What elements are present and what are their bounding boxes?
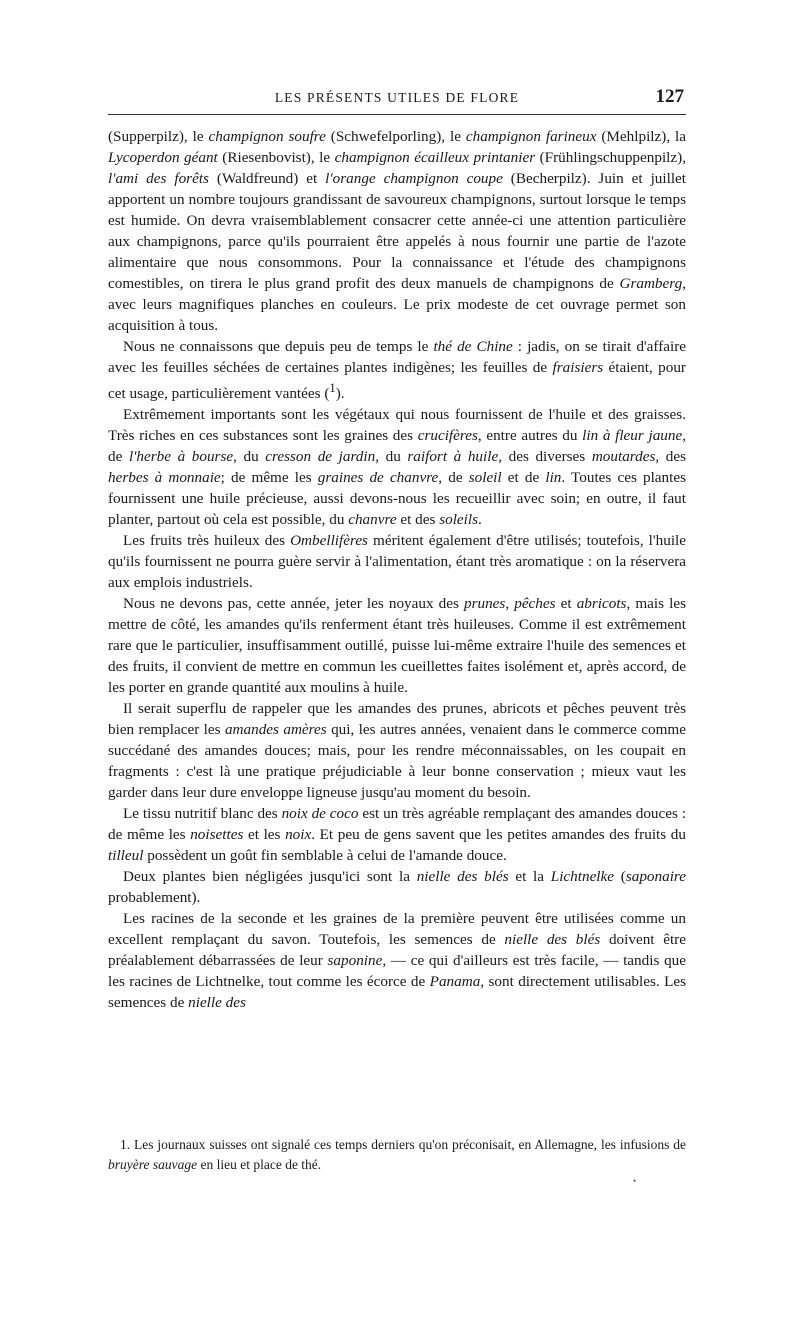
paragraph: Le tissu nutritif blanc des noix de coco est un très agréable remplaçant des amandes douces : de même les noisettes et les noix. Et peu de gens savent que les petites amandes des fruits du tilleul possèdent un goût fin semblable à celui de l'amande douce. <box>108 805 686 865</box>
running-title: LES PRÉSENTS UTILES DE FLORE <box>274 90 520 105</box>
page-number: 127 <box>655 86 684 107</box>
paragraph: Deux plantes bien négligées jusqu'ici sont la nielle des blés et la Lichtnelke (saponaire probablement). <box>108 868 686 907</box>
paragraph: Extrêmement importants sont les végétaux qui nous fournissent de l'huile et des graisses. Très riches en ces substances sont les graines des crucifères, entre autres du lin à fleur jaune, de l'herbe à bourse, du cresson de jardin, du raifort à huile, des diverses moutardes, des herbes à monnaie; de même les graines de chanvre, de soleil et de lin. Toutes ces plantes fournissent une huile précieuse, aussi devons-nous les recueillir avec soin; en outre, il faut planter, partout où cela est possible, du chanvre et des soleils. <box>108 406 687 529</box>
paragraph: (Supperpilz), le champignon soufre (Schwefelporling), le champignon farineux (Mehlpilz), la Lycoperdon géant (Riesenbovist), le champignon écailleux printanier (Frühlingschuppenpilz), l'ami des forêts (Waldfreund) et l'orange champignon coupe (Becherpilz). Juin et juillet apportent un nombre toujours grandissant de savoureux champignons, surtout lorsque le temps est humide. On devra vraisemblablement consacrer cette année-ci une attention particulière aux champignons, parce qu'ils pourraient être appelés à nous fournir une partie de l'azote alimentaire que nous consommons. Pour la connaissance et l'étude des champignons comestibles, on tirera le plus grand profit des deux manuels de champignons de Gramberg, avec leurs magnifiques planches en couleurs. Le prix modeste de cet ouvrage permet son acquisition à tous. <box>108 128 687 334</box>
paragraph: Les fruits très huileux des Ombellifères méritent également d'être utilisés; toutefois, l'huile qu'ils fournissent ne pourra guère servir à l'alimentation, étant très aromatique : on la réservera aux emplois industriels. <box>108 532 687 592</box>
paragraph: Nous ne connaissons que depuis peu de temps le thé de Chine : jadis, on se tirait d'affaire avec les feuilles séchées de certaines plantes indigènes; les feuilles de fraisiers étaient, pour cet usage, particulièrement vantées ($^1$). <box>108 338 687 403</box>
stray-mark: • <box>633 1176 637 1186</box>
body-text <box>108 126 686 1013</box>
footnote: 1. Les journaux suisses ont signalé ces temps derniers qu'on préconisait, en Allemagne, les infusions de bruyère sauvage en lieu et place de thé. <box>108 1137 686 1172</box>
header-rule <box>108 114 686 115</box>
paragraph: Il serait superflu de rappeler que les amandes des prunes, abricots et pêches peuvent très bien remplacer les amandes amères qui, les autres années, venaient dans le commerce comme succédané des amandes douces; mais, pour les rendre méconnaissables, on les coupait en fragments : c'est là une pratique préjudiciable à leur bonne conservation ; mieux vaut les garder dans leur dure enveloppe ligneuse jusqu'au moment du besoin. <box>108 700 686 802</box>
page-header <box>108 86 686 112</box>
paragraph: Les racines de la seconde et les graines de la première peuvent être utilisées comme un excellent remplaçant du savon. Toutefois, les semences de nielle des blés doivent être préalablement débarrassées de leur saponine, — ce qui d'ailleurs est très facile, — tandis que les racines de Lichtnelke, tout comme les écorce de Panama, sont directement utilisables. Les semences de nielle des <box>108 910 686 1012</box>
paragraph: Nous ne devons pas, cette année, jeter les noyaux des prunes, pêches et abricots, mais les mettre de côté, les amandes qu'ils renferment étant très huileuses. Comme il est extrêmement rare que le particulier, insuffisamment outillé, puisse lui-même extraire l'huile des semences et des fruits, il convient de mettre en commun les cueillettes faites isolément et, après accord, de les porter en grande quantité aux moulins à huile. <box>108 595 687 697</box>
